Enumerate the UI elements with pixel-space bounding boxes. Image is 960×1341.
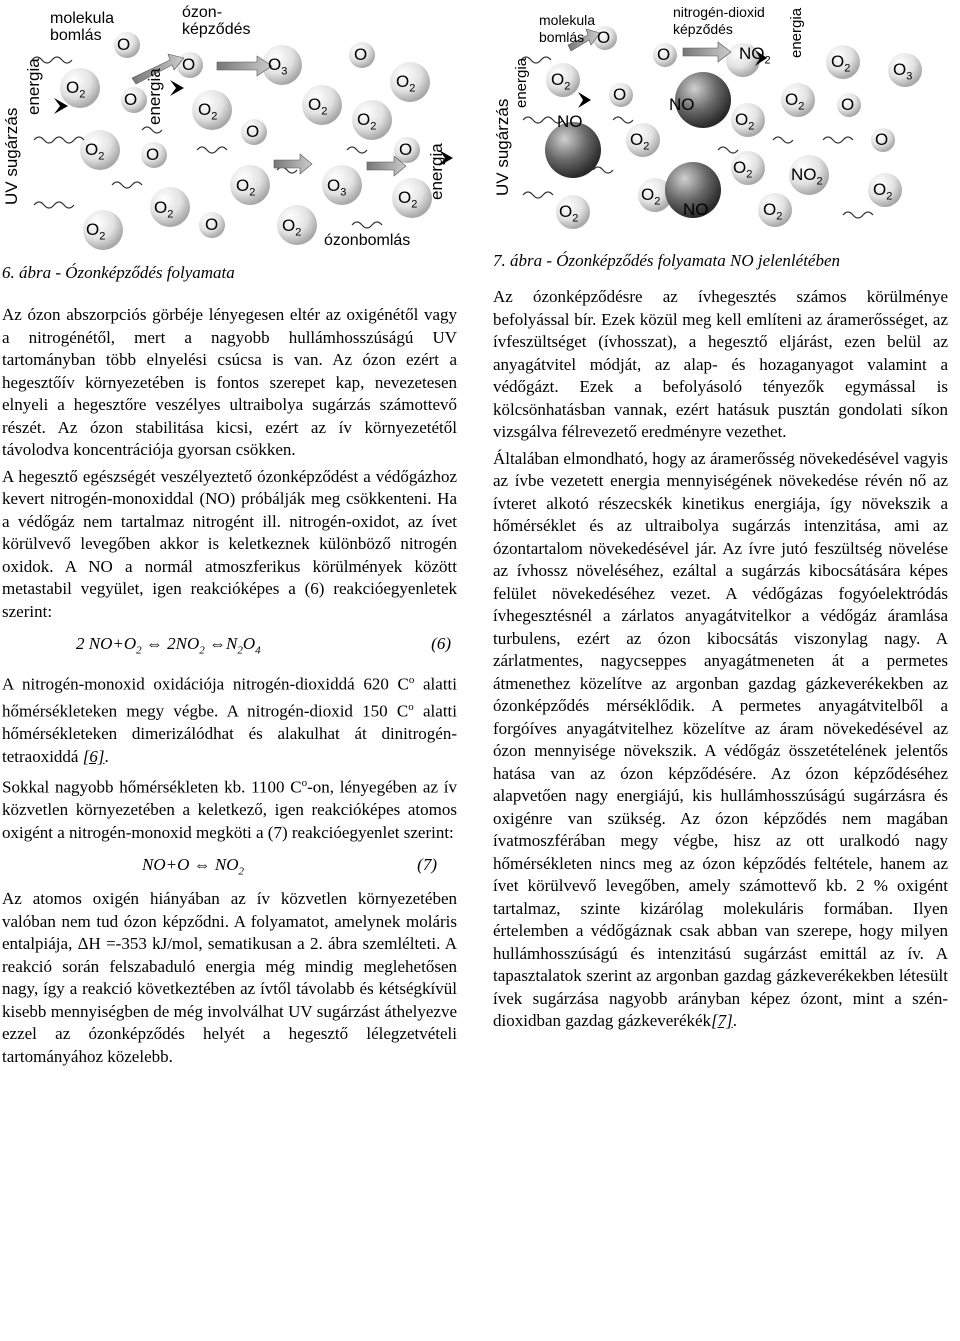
figure-6: [2, 0, 457, 250]
paragraph: A hegesztő egészségét veszélyeztető ózonképződést a védőgázhoz kevert nitrogén-monoxiddal (NO) próbálják meg csökkenteni. Ha a védőgáz nem tartalmaz nitrogént ill. nitrogén-oxidot, az ívet körülvevő levegőben akkor is keletkeznek különböző nitrogén oxidok. A NO a normál atmoszferikus körülmények között metastabil vegyület, igen reakcióképes a (6) reakcióegyenletek szerint:: [2, 466, 457, 621]
figure-6-caption: 6. ábra - Ózonképződés folyamata: [2, 263, 235, 282]
molecule-label: $O_2$: [308, 95, 328, 118]
right-column: [493, 0, 948, 1033]
molecule-label: $O_2$: [398, 188, 418, 211]
molecule-label: $O_2$: [785, 90, 805, 113]
paragraph: [2, 888, 457, 1068]
molecule-label: $NO_2$: [791, 165, 823, 188]
molecule-spheres: [545, 26, 922, 229]
molecule-label: $O_2$: [236, 176, 256, 199]
uv-radiation-label: UV sugárzás: [493, 98, 512, 196]
ozone-decomposition-label: ózonbomlás: [324, 232, 411, 249]
text-span: Az atomos oxigén hiányában az ív közvetlen környezetében valóban nem tud ózon képződni. A folyamatot, amelynek moláris entalpiája,: [2, 889, 457, 954]
text-span: .: [732, 1011, 738, 1030]
molecule-label: O: [657, 45, 671, 64]
molecule-label: O: [117, 35, 131, 54]
text-span: A nitrogén-monoxid oxidációja nitrogén-dioxiddá 620 C: [2, 674, 409, 694]
molecule-label: O: [182, 55, 196, 74]
molecule-label: O: [354, 45, 368, 64]
molecule-label: $O_2$: [831, 52, 851, 75]
molecule-label: $O_3$: [327, 176, 347, 199]
figure-7-caption: 7. ábra - Ózonképződés folyamata NO jelenlétében: [493, 251, 841, 270]
reference-link[interactable]: [7]: [711, 1011, 733, 1030]
molecule-label: O: [246, 122, 260, 141]
equation-7: [2, 854, 457, 882]
molecule-label: $O_2$: [630, 130, 650, 153]
molecule-label: $O_2$: [559, 202, 579, 225]
molecule-label: $O_2$: [86, 220, 106, 243]
molecule-label: $NO_2$: [739, 44, 771, 67]
text-span: -on, lényegében az ív közvetlen környezetében a keletkező, igen reakcióképes atomos oxigént a nitrogén-monoxid megköti a (7) reakcióegyenlet szerint:: [2, 777, 457, 842]
molecule-label: $O_2$: [198, 100, 218, 123]
energy-label-right: energia: [788, 7, 805, 58]
molecule-label: O: [841, 95, 855, 114]
equation-7-expression: NO+O ⇔ $NO_2$: [142, 855, 244, 878]
molecule-label: $O_2$: [551, 70, 571, 93]
equation-6-expression: 2 $NO+O_2$ ⇔ $2NO_2$ $\Leftrightarrow N_2O_4$: [76, 634, 261, 657]
molecule-decomposition-label: molekula bomlás: [50, 10, 115, 44]
eq-term: 2 NO+O: [76, 634, 137, 653]
reference-link[interactable]: [6]: [82, 746, 105, 766]
molecule-label: $O_2$: [763, 200, 783, 223]
uv-radiation-label: UV sugárzás: [2, 107, 21, 205]
energy-label-right: energia: [427, 143, 446, 200]
molecule-label: NO: [683, 200, 709, 219]
molecule-label: O: [875, 130, 889, 149]
eq-term: NO: [214, 855, 239, 875]
energy-label-left: energia: [24, 58, 43, 115]
equation-6: [2, 633, 457, 661]
ozone-formation-label: ózon- képződés: [182, 4, 251, 38]
paragraph: [493, 448, 948, 1033]
molecule-label: $O_3$: [268, 55, 288, 78]
molecule-label: $O_2$: [154, 198, 174, 221]
paragraph: Sokkal nagyobb hőmérsékleten kb. 1100 $C^o-on$, lényegében az ív közvetlen környezetében a keletkező, igen reakcióképes atomos oxigént a nitrogén-monoxid megköti a (7) reakcióegyenlet szerint:: [2, 777, 457, 842]
equation-7-number: (7): [417, 855, 437, 875]
equation-6-number: (6): [431, 634, 451, 653]
energy-label-left: energia: [513, 57, 530, 108]
molecule-label: NO: [557, 112, 583, 131]
molecule-label: NO: [669, 95, 695, 114]
eq-term: 2NO: [167, 634, 200, 653]
molecule-label: $O_2$: [396, 72, 416, 95]
text-span: Sokkal nagyobb hőmérsékleten kb. 1100 C: [2, 777, 302, 797]
text-span: Általában elmondható, hogy az áramerősség növekedésével vagyis az ívbe vezetett energia mennyiségének növekedése révén nő az ívteret alkotó részecskék kinetikus energiája, így növekszik a hőmérséklet és az ultraibolya sugárzás intenzitása, ami az ózontartalom növekedésével jár. Az ívre jutó feszültség növelése az ívhossz növeléséhez, ezáltal a sugárzás kibocsátására képes felület növekedéséhez vezet. A védőgázas fogyóelektródás ívhegesztésnél a zárlatos anyagátvitelkor a védőgáz áramlása turbulens, ezért az ózon kibocsátás viszonylag nagy. A zárlatmentes, nagycseppes anyagátmeneten át a permetes átmenethez közelítve az argonban gazdag gázkeverékekben az ózonképződés mérséklődik. A permetes anyagátvitelből a forgóíves anyagátvitelhez közelítve az áram növekedésével az ózon mennyisége növekszik. A védőgáz összetételének jelentős hatása van az ózon képződésére. Az ózon képződéséhez alapvetően nagy energiájú, kis hullámhosszúságú sugárzásra és oxigénre van szükség. Az ózon képződés nem magában ívatmoszférában megy végbe, hisz az ott uralkodó nagy hőmérsékleten nincs meg az ózon képződés feltétele, hanem az ívet körülvevő levegőben, amely számottevő kb. 2 % oxigént tartalmaz, szinte kizárólag molekuláris formában. Ilyen értelemben a védőgáznak csak abban van szerepe, hogy milyen hullámhosszúságú és intenzitású sugárzást emittál az ív. A tapasztalatok szerint az argonban gazdag gázkeverékekben létesült ívek sugárzása nagyobb arányban képez ózont, mint a szén-dioxidban gazdag gázkeverékék: [493, 448, 948, 1030]
text-span: alatti hőmérsékleteken megy végbe. A nitrogén-dioxid 150 C: [2, 674, 457, 721]
molecule-label: $O_2$: [357, 110, 377, 133]
eq-term: N: [226, 634, 238, 653]
molecule-label: O: [613, 85, 627, 104]
molecule-label: $O_2$: [66, 78, 86, 101]
molecule-label: $O_2$: [733, 158, 753, 181]
paragraph: Az ózonképződésre az ívhegesztés számos körülménye befolyással bír. Ezek közül meg kell említeni az áramerősséget, az ívfeszültséget (ívhosszat), a hegesztő eljárást, ezen belül az anyagátvitel módját, az alap- és hozaganyagot valamint a védőgázt. Ezek a befolyásoló tényezők egymással is kölcsönhatásban vannak, ezért hatásuk pusztán gondolati síkon vizsgálva félrevezető eredményre vezethet.: [493, 287, 948, 441]
molecule-label: $O_2$: [873, 180, 893, 203]
text-span: , sematikusan a 2. ábra szemlélteti. A reakció során felszabaduló energia még mindig meglehetősen nagy, így a reakció következtében az ívtől távolabb és kétségkívül kisebb mennyiségben de még involválhat UV sugárzást áthelyezve ezzel az ózonképződés helyét a hegesztő lélegzetvételi tartományához közelebb.: [2, 934, 458, 1066]
eq-term: O: [242, 634, 256, 653]
molecule-decomposition-label: molekula bomlás: [539, 12, 596, 45]
enthalpy-value: ΔH =-353 kJ/mol: [77, 934, 199, 954]
paragraph: Az ózon abszorpciós görbéje lényegesen eltér az oxigénétől vagy a nitrogénétől, mert a nagyobb hullámhosszúságú UV tartományban több elnyelési csúcsa is van. Az ózon ezért a hegesztőív környezetében is fontos szerepet kap, nevezetesen elnyeli a hegesztőre veszélyes ultraibolya sugárzás számottevő részét. Az ózon stabilitása kicsi, ezért az ív környezetétől távolodva koncentrációja gyorsan csökken.: [2, 305, 457, 459]
molecule-label: O: [399, 140, 413, 159]
eq-term: NO+O: [142, 855, 190, 875]
molecule-label: O: [124, 90, 138, 109]
no2-formation-label: nitrogén-dioxid képződés: [673, 4, 765, 37]
energy-label-mid: energia: [145, 68, 164, 125]
molecule-label: O: [146, 145, 160, 164]
left-column: [2, 0, 457, 1068]
molecule-label: O: [205, 215, 219, 234]
molecule-label: $O_2$: [641, 185, 661, 208]
molecule-label: $O_3$: [893, 60, 913, 83]
molecule-label: $O_2$: [85, 140, 105, 163]
paragraph: A nitrogén-monoxid oxidációja nitrogén-dioxiddá 620 $C^o$ alatti hőmérsékleteken megy végbe. A nitrogén-dioxid 150 $C^o$ alatti hőmérsékleteken dimerizálódhat és alakulhat át dinitrogén-tetraoxiddá [6].: [2, 674, 457, 766]
molecule-label: $O_2$: [735, 110, 755, 133]
figure-7: [493, 0, 948, 240]
molecule-label: O: [597, 28, 611, 47]
text-span: alatti hőmérsékleteken dimerizálódhat és alakulhat át dinitrogén-tetraoxiddá: [2, 701, 457, 766]
molecule-label: $O_2$: [282, 216, 302, 239]
